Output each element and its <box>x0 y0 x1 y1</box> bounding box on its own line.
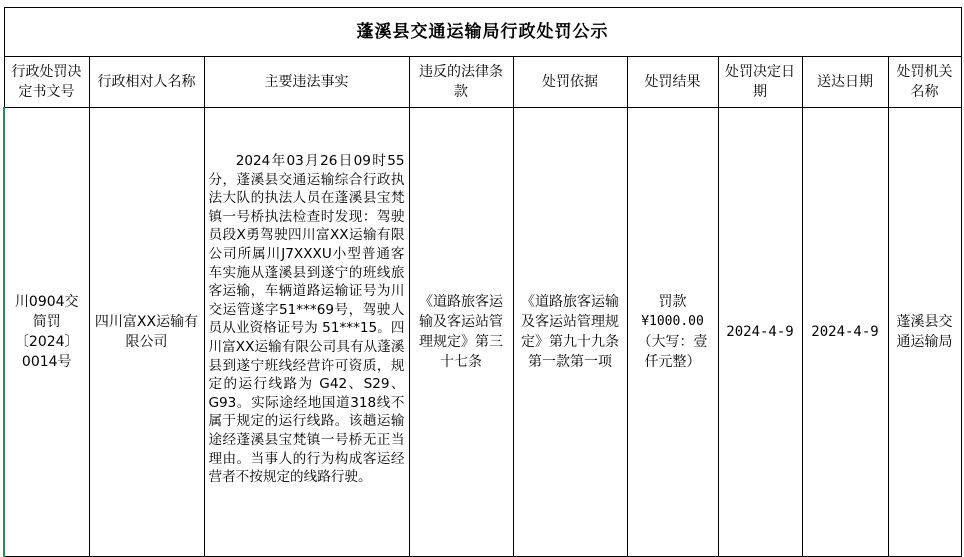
header-basis: 处罚依据 <box>513 57 627 108</box>
cell-violated-clause: 《道路旅客运输及客运站管理规定》第三十七条 <box>409 108 513 557</box>
cell-penalty <box>627 108 718 557</box>
cell-delivery-date: 2024-4-9 <box>802 108 888 557</box>
page-title: 蓬溪县交通运输局行政处罚公示 <box>4 8 961 57</box>
header-decision-date: 处罚决定日期 <box>718 57 802 108</box>
header-authority: 处罚机关名称 <box>888 57 961 108</box>
header-facts: 主要违法事实 <box>204 57 409 108</box>
header-doc-number: 行政处罚决定书文号 <box>4 57 89 108</box>
penalty-amount-uppercase: （大写：壹仟元整） <box>637 334 708 370</box>
header-party: 行政相对人名称 <box>89 57 204 108</box>
cell-facts: 2024年03月26日09时55分，蓬溪县交通运输综合行政执法大队的执法人员在蓬溪县宝梵镇一号桥执法检查时发现：驾驶员段X勇驾驶四川富XX运输有限公司所属川J7XXXU小型普通客车实施从蓬溪县到遂宁的班线旅客运输，车辆道路运输证号为川交运管遂字51***69号，驾驶人员从业资格证号为 51***15。四川富XX运输有限公司具有从蓬溪县到遂宁班线经营许可资质，规定的运行线路为 G42、S29、G93。实际途经地国道318线不属于规定的运行线路。该趟运输途经蓬溪县宝梵镇一号桥无正当理由。当事人的行为构成客运经营者不按规定的线路行驶。 <box>204 108 409 557</box>
cell-authority: 蓬溪县交通运输局 <box>888 108 961 557</box>
cell-decision-date: 2024-4-9 <box>718 108 802 557</box>
table-row <box>4 108 961 557</box>
header-row <box>4 57 961 108</box>
penalty-amount: ¥1000.00 <box>641 314 704 329</box>
penalty-label: 罚款 <box>658 294 687 310</box>
cell-party: 四川富XX运输有限公司 <box>89 108 204 557</box>
header-violated-clause: 违反的法律条款 <box>409 57 513 108</box>
penalty-notice-table <box>3 7 962 557</box>
cell-doc-number: 川0904交简罚〔2024〕0014号 <box>4 108 89 557</box>
header-delivery-date: 送达日期 <box>802 57 888 108</box>
cell-basis: 《道路旅客运输及客运站管理规定》第九十九条第一款第一项 <box>513 108 627 557</box>
header-penalty: 处罚结果 <box>627 57 718 108</box>
